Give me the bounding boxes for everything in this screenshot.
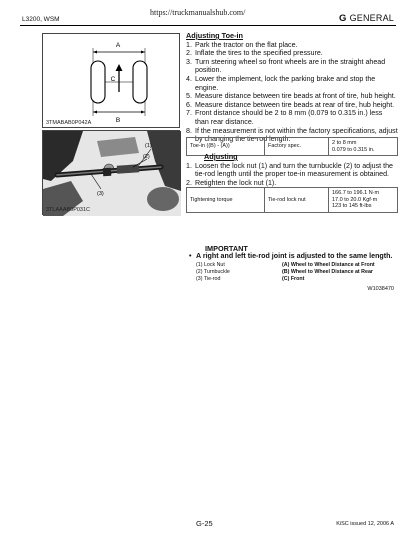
tie-rod-photo-drawing [43,131,181,216]
section-name: GENERAL [349,13,394,23]
toe-in-section [186,32,398,144]
photo-label-3: (3) [97,191,104,197]
header-model: L3200, WSM [22,16,60,23]
legend-left [196,262,230,283]
bullet: • [189,252,192,260]
step-item: 2. Retighten the lock nut (1). [186,178,277,187]
photo-label-1: (1) [145,143,152,149]
header-divider [20,25,396,26]
torque-item: Tightening torque [187,188,265,213]
spec-value: 2 to 8 mm 0.079 to 0.315 in. [329,138,398,156]
legend-item: (B) Wheel to Wheel Distance at Rear [282,268,373,275]
toe-in-steps [186,41,398,144]
spec-kind: Factory spec. [265,138,329,156]
table-row [187,188,398,213]
figure-code: 3TMABAB0P042A [46,120,92,126]
header-section [339,13,394,24]
step-item: 5. Measure distance between tire beads at front of tire, hub height. [186,92,396,101]
step-item: 6. Measure distance between tire beads at rear of tire, hub height. [186,100,395,109]
legend-item: (2) Turnbuckle [196,268,230,275]
figure-code: 3TLAAAB0P031C [46,207,91,213]
toe-in-diagram [42,33,180,128]
step-item: 8. If the measurement is not within the factory specifications, adjust by changing the tie-rod length. [186,126,398,144]
section-title-adjusting: Adjusting [204,152,238,161]
issue-info: KiSC issued 12, 2006 A [336,521,394,527]
legend-right [282,262,375,283]
legend-item: (A) Wheel to Wheel Distance at Front [282,262,375,268]
step-item: 7. Front distance should be 2 to 8 mm (0.079 to 0.315 in.) less than rear distance. [186,109,383,126]
label-b: B [115,117,121,124]
step-item: 1. Park the tractor on the flat place. [186,40,298,49]
label-a: A [115,42,121,49]
step-item: 2. Inflate the tires to the specified pressure. [186,49,323,58]
legend-item: (C) Front [282,275,305,282]
step-item: 4. Lower the implement, lock the parking brake and stop the engine. [186,74,376,92]
important-title: IMPORTANT [205,244,248,253]
torque-value: 166.7 to 196.1 N·m 17.0 to 20.0 Kgf·m 123 to 145 ft-lbs [329,188,398,213]
toe-in-diagram-drawing [43,34,181,129]
tie-rod-photo [42,130,180,215]
label-c: C [110,76,116,83]
legend-item: (1) Lock Nut [196,262,225,268]
step-item: 1. Loosen the lock nut (1) and turn the turnbuckle (2) to adjust the tie-rod length until the proper toe-in measurement is obtained. [186,161,393,179]
header-url[interactable]: https://truckmanualshub.com/ [150,8,246,17]
step-item: 3. Turn steering wheel so front wheels are in the straight ahead position. [186,57,386,75]
section-title-toe-in: Adjusting Toe-in [186,31,244,40]
torque-spec-table [186,187,398,213]
torque-part: Tie-rod lock nut [265,188,329,213]
photo-label-2: (2) [143,154,150,160]
important-text: • A right and left tie-rod joint is adjusted to the same length. [189,252,393,260]
adjusting-steps [186,162,398,188]
document-code: W1038470 [367,286,394,292]
spec-item: Toe-in ((B) - (A)) [187,138,265,156]
adjusting-section [186,153,398,187]
page-number: G-25 [196,519,213,528]
legend-item: (3) Tie-rod [196,275,221,282]
section-letter: G [338,13,347,24]
